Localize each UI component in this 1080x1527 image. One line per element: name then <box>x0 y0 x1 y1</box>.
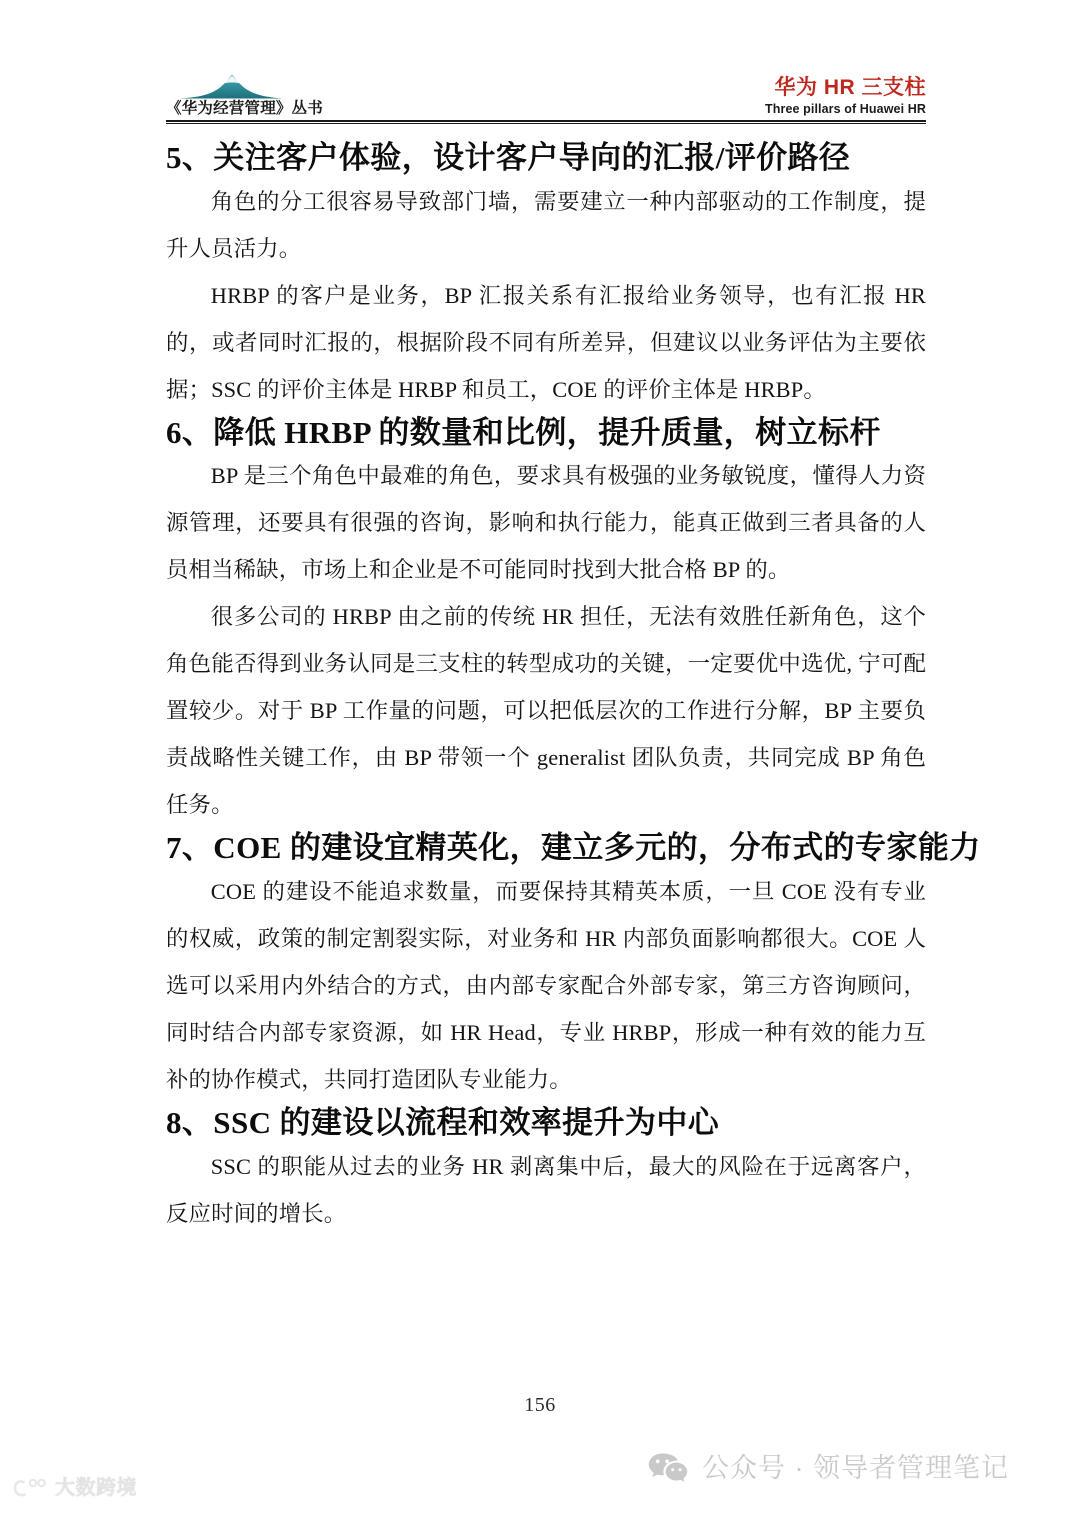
section-heading-8: 8、SSC 的建设以流程和效率提升为中心 <box>166 1105 720 1141</box>
series-branding <box>166 73 323 118</box>
section-heading-5: 5、关注客户体验，设计客户导向的汇报/评价路径 <box>166 140 851 175</box>
section-heading-6: 6、降低 HRBP 的数量和比例，提升质量，树立标杆 <box>166 414 881 450</box>
corner-watermark-label: 大数跨境 <box>55 1477 137 1499</box>
brand-title-cn: 华为 HR 三支柱 <box>774 76 926 100</box>
series-title: 《华为经营管理》丛书 <box>166 100 324 118</box>
dashu-kuajing-logo-icon <box>12 1477 48 1499</box>
brand-lockup <box>765 75 926 118</box>
mountain-logo-icon <box>180 73 284 99</box>
wechat-watermark <box>648 1452 1009 1484</box>
brand-title-en: Three pillars of Huawei HR <box>765 102 926 117</box>
page-content <box>166 138 981 1237</box>
paragraph-5-1: 角色的分工很容易导致部门墙，需要建立一种内部驱动的工作制度，提升人员活力。 <box>166 188 926 261</box>
wechat-watermark-label: 公众号 · 领导者管理笔记 <box>702 1452 1009 1483</box>
paragraph-7-1: COE 的建设不能追求数量，而要保持其精英本质，一旦 COE 没有专业的权威，政策的制定割裂实际，对业务和 HR 内部负面影响都很大。COE 人选可以采用内外结合的方式，由内部专家配合外部专家，第三方咨询顾问，同时结合内部专家资源，如 HR Head，专业 HRBP，形成一种有效的能力互补的协作模式，共同打造团队专业能力。 <box>166 879 926 1093</box>
paragraph-8-1: SSC 的职能从过去的业务 HR 剥离集中后，最大的风险在于远离客户，反应时间的增长。 <box>166 1153 926 1226</box>
wechat-bubbles-icon <box>648 1452 688 1484</box>
paragraph-5-2: HRBP 的客户是业务，BP 汇报关系有汇报给业务领导，也有汇报 HR 的，或者同时汇报的，根据阶段不同有所差异，但建议以业务评估为主要依据；SSC 的评价主体是 HRBP 和员工，COE 的评价主体是 HRBP。 <box>166 282 926 402</box>
paragraph-6-2: 很多公司的 HRBP 由之前的传统 HR 担任，无法有效胜任新角色，这个角色能否得到业务认同是三支柱的转型成功的关键，一定要优中选优, 宁可配置较少。对于 BP 工作量的问题，可以把低层次的工作进行分解，BP 主要负责战略性关键工作，由 BP 带领一个 generalist 团队负责，共同完成 BP 角色任务。 <box>166 604 926 818</box>
corner-watermark <box>12 1477 137 1499</box>
paragraph-6-1: BP 是三个角色中最难的角色，要求具有极强的业务敏锐度，懂得人力资源管理，还要具有很强的咨询，影响和执行能力，能真正做到三者具备的人员相当稀缺，市场上和企业是不可能同时找到大批合格 BP 的。 <box>166 463 926 583</box>
section-heading-7: 7、COE 的建设宜精英化，建立多元的，分布式的专家能力 <box>166 830 981 866</box>
document-header <box>166 58 926 126</box>
page-number: 156 <box>524 1394 556 1416</box>
header-divider <box>166 120 926 124</box>
